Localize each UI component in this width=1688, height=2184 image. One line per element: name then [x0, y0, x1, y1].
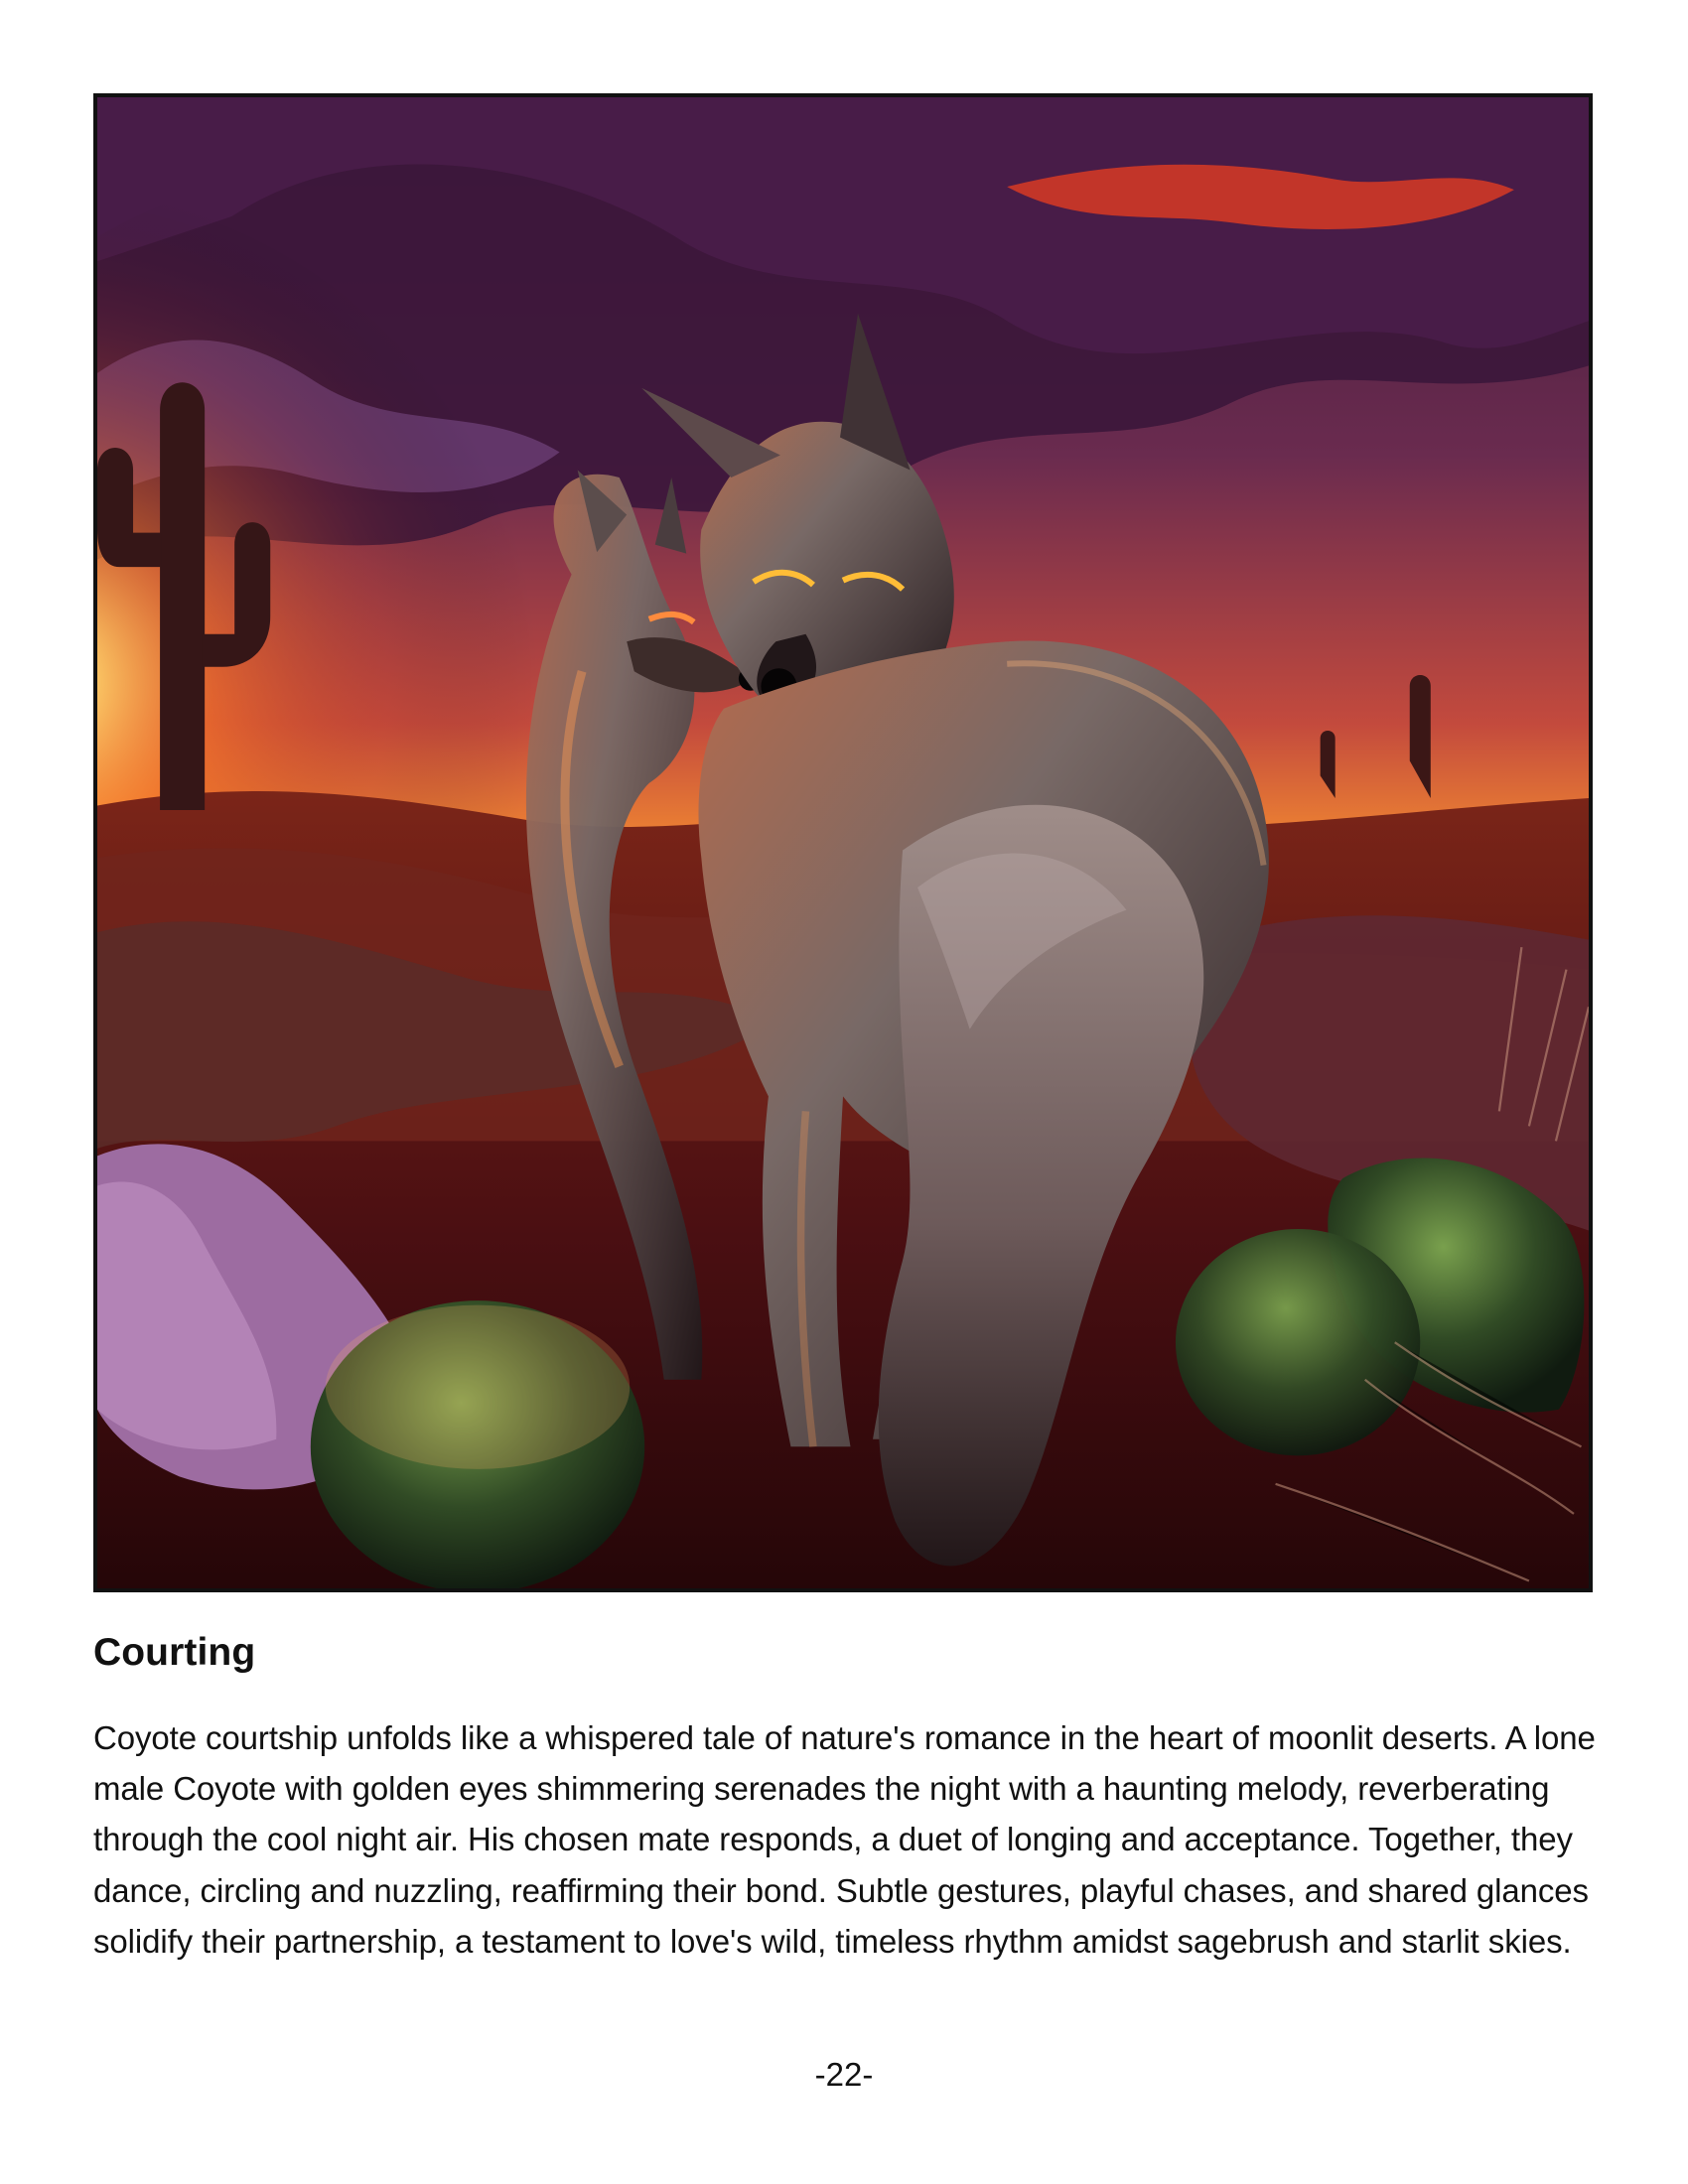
section-paragraph: Coyote courtship unfolds like a whispered tale of nature's romance in the heart of moonlit deserts. A lone male Coyote with golden eyes shimmering serenades the night with a haunting melody, reverberating through the cool night air. His chosen mate responds, a duet of longing and acceptance. Together, they dance, circling and nuzzling, reaffirming their bond. Subtle gestures, playful chases, and shared glances solidify their partnership, a testament to love's wild, timeless rhythm amidst sagebrush and starlit skies. [93, 1719, 1596, 1960]
illustration-frame [93, 93, 1593, 1592]
coyotes-courting-illustration [97, 97, 1589, 1588]
section-title: Courting [93, 1631, 256, 1674]
page-number: -22- [814, 2056, 874, 2093]
